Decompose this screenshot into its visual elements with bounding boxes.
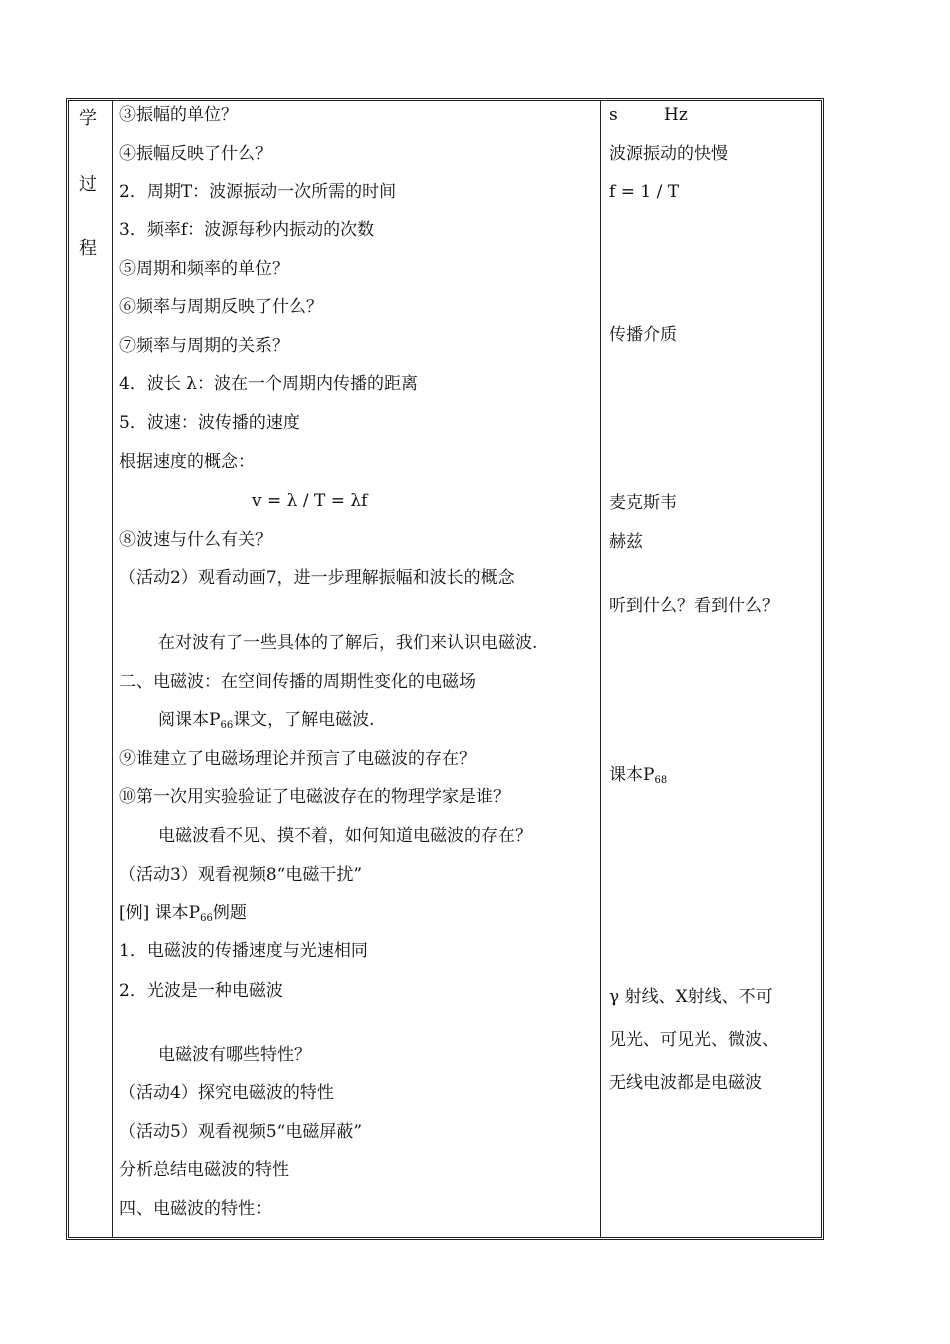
main-line: ④振幅反映了什么？ (119, 144, 272, 164)
main-line: 分析总结电磁波的特性 (119, 1160, 289, 1180)
main-line: [例] 课本$P_{66}$例题 (119, 903, 247, 924)
main-line: （活动2）观看动画7，进一步理解振幅和波长的概念 (119, 568, 515, 588)
label-char-2: 过 (79, 174, 97, 195)
main-line: ⑤周期和频率的单位？ (119, 259, 289, 279)
answer-line: 无线电波都是电磁波 (609, 1073, 762, 1093)
section-heading: 二、电磁波：在空间传播的周期性变化的电磁场 (119, 672, 476, 692)
main-line: 1．电磁波的传播速度与光速相同 (119, 941, 368, 961)
column-divider-right (600, 101, 601, 1237)
main-line: ③振幅的单位？ (119, 105, 238, 125)
main-line: 电磁波看不见、摸不着，如何知道电磁波的存在？ (158, 826, 532, 846)
answer-line: 麦克斯韦 (609, 493, 677, 513)
main-line: 阅课本$P_{66}$课文，了解电磁波. (158, 710, 375, 731)
main-line: 2．光波是一种电磁波 (119, 981, 283, 1001)
main-line: 4．波长 λ：波在一个周期内传播的距离 (119, 374, 418, 394)
main-line: 根据速度的概念： (119, 452, 255, 472)
answer-line: 听到什么？看到什么？ (609, 596, 779, 616)
main-line: （活动3）观看视频8“电磁干扰” (119, 865, 363, 885)
main-line: 5．波速：波传播的速度 (119, 413, 300, 433)
formula-line: v = λ / T = λf (252, 491, 368, 511)
main-line: ⑧波速与什么有关？ (119, 530, 272, 550)
main-line: ⑦频率与周期的关系？ (119, 336, 289, 356)
answer-line: s (609, 105, 618, 125)
main-line: 3．频率f：波源每秒内振动的次数 (119, 220, 375, 240)
answer-line: 见光、可见光、微波、 (609, 1030, 779, 1050)
answer-line: f = 1 / T (609, 182, 680, 202)
main-line: 在对波有了一些具体的了解后，我们来认识电磁波. (158, 633, 538, 653)
main-line: 2．周期T：波源振动一次所需的时间 (119, 182, 397, 202)
section-heading: 四、电磁波的特性： (119, 1199, 272, 1219)
main-line: ⑥频率与周期反映了什么？ (119, 297, 323, 317)
answer-line: Hz (664, 105, 688, 125)
main-line: （活动5）观看视频5“电磁屏蔽” (119, 1122, 363, 1142)
answer-line: 课本$P_{68}$ (609, 765, 668, 786)
answer-line: 波源振动的快慢 (609, 144, 728, 164)
main-line: 电磁波有哪些特性？ (158, 1045, 311, 1065)
main-line: （活动4）探究电磁波的特性 (119, 1083, 334, 1103)
main-line: ⑩第一次用实验验证了电磁波存在的物理学家是谁？ (119, 787, 510, 807)
main-line: ⑨谁建立了电磁场理论并预言了电磁波的存在？ (119, 749, 476, 769)
column-divider-left (112, 101, 113, 1237)
answer-line: 赫兹 (609, 532, 643, 552)
answer-line: 传播介质 (609, 325, 677, 345)
label-char-1: 学 (79, 108, 97, 129)
answer-line: γ 射线、X射线、不可 (609, 987, 773, 1007)
label-char-3: 程 (79, 238, 97, 259)
